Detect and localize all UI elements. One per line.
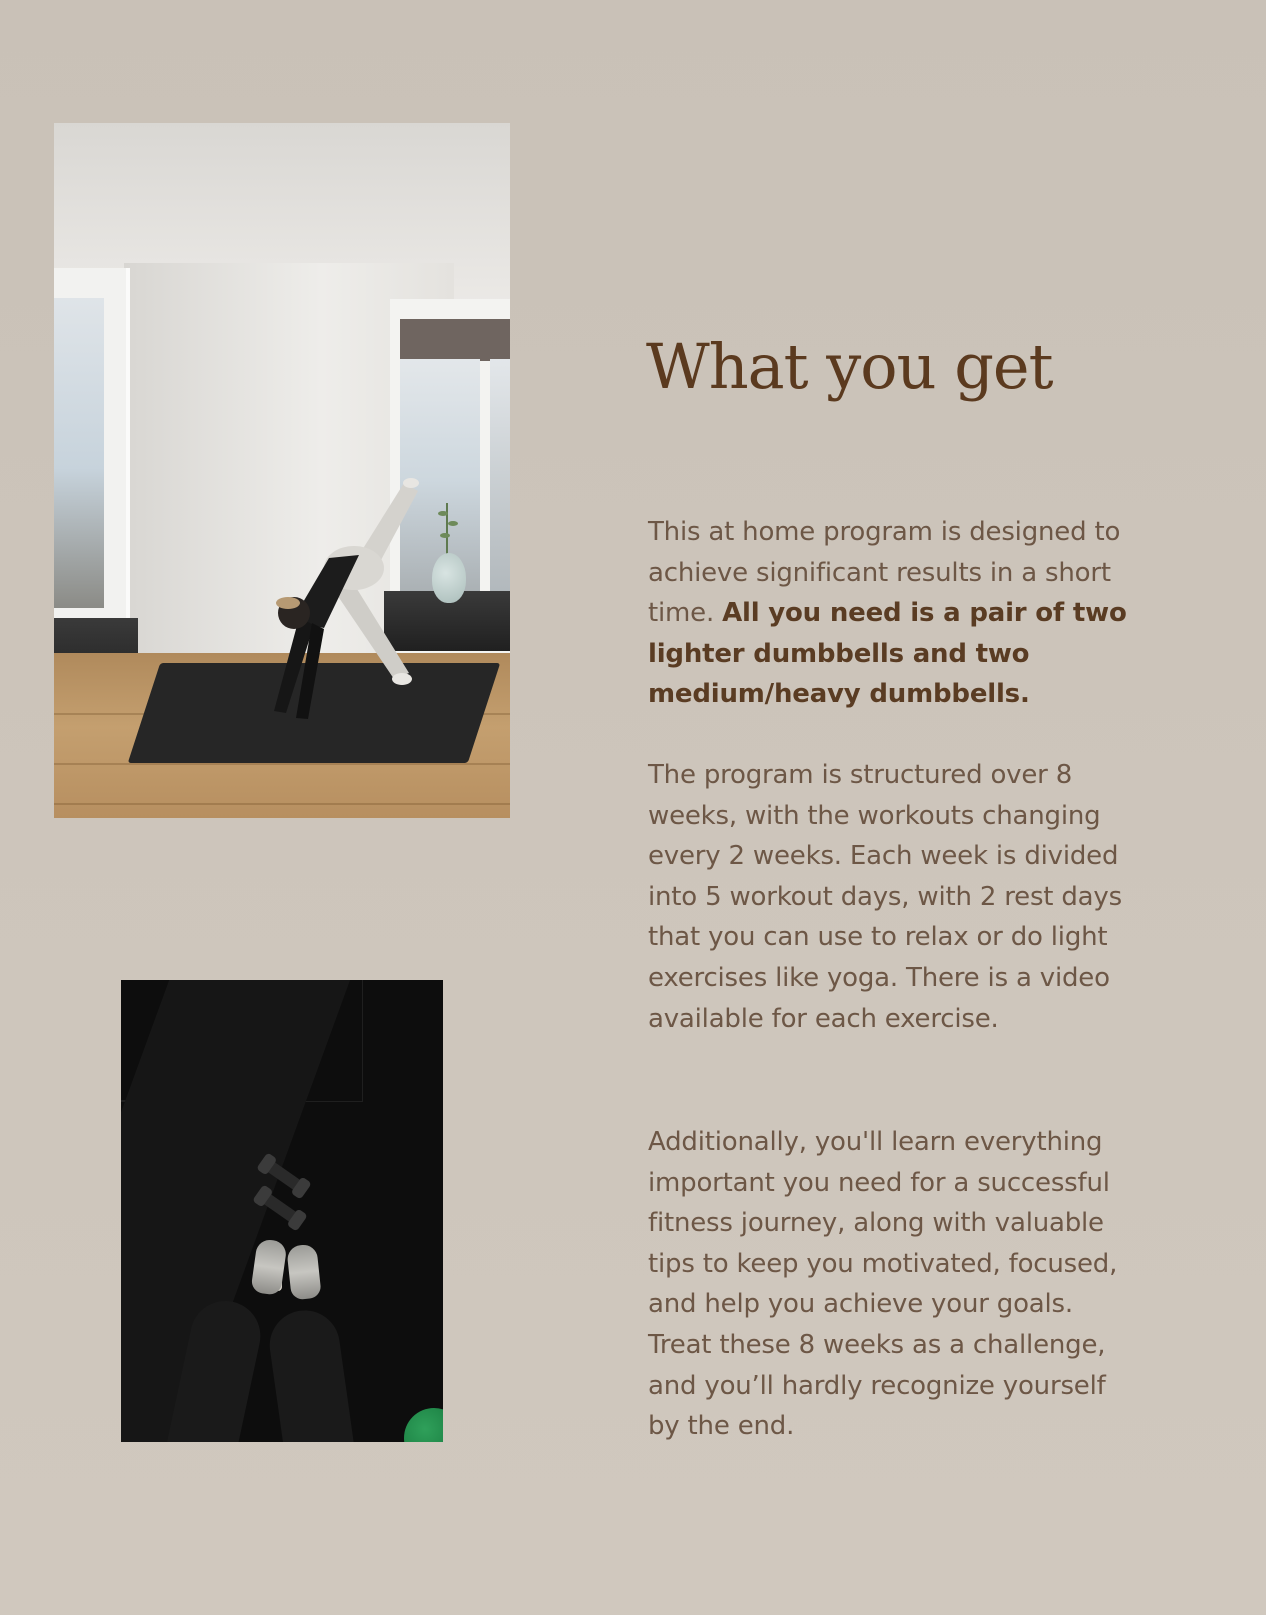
exercise-ball: [404, 1408, 443, 1442]
intro-paragraph: [648, 512, 1138, 715]
person-stretching: [204, 443, 444, 733]
program-structure-paragraph: The program is structured over 8 weeks, with the workouts changing every 2 weeks. Each week is divided into 5 workout days, with 2 rest days that you can use to relax or do light exercises like yoga. There is a video available for each exercise.: [648, 760, 1122, 1034]
dumbbells-sneakers-photo: [121, 980, 443, 1442]
additional-info-paragraph: Additionally, you'll learn everything important you need for a successful fitness journey, along with valuable tips to keep you motivated, focused, and help you achieve your goals. Treat these 8 weeks as a challenge, and you’ll hardly recognize yourself by the end.: [648, 1127, 1118, 1442]
equipment-requirement: All you need is a pair of two lighter dumbbells and two medium/heavy dumbbells.: [648, 598, 1127, 710]
sneaker: [286, 1244, 321, 1301]
page-title: What you get: [646, 330, 1053, 403]
yoga-stretch-photo: [54, 123, 510, 818]
sneaker: [250, 1238, 287, 1296]
intro-text: This at home program is designed to achieve significant results in a short time.: [648, 517, 1121, 629]
